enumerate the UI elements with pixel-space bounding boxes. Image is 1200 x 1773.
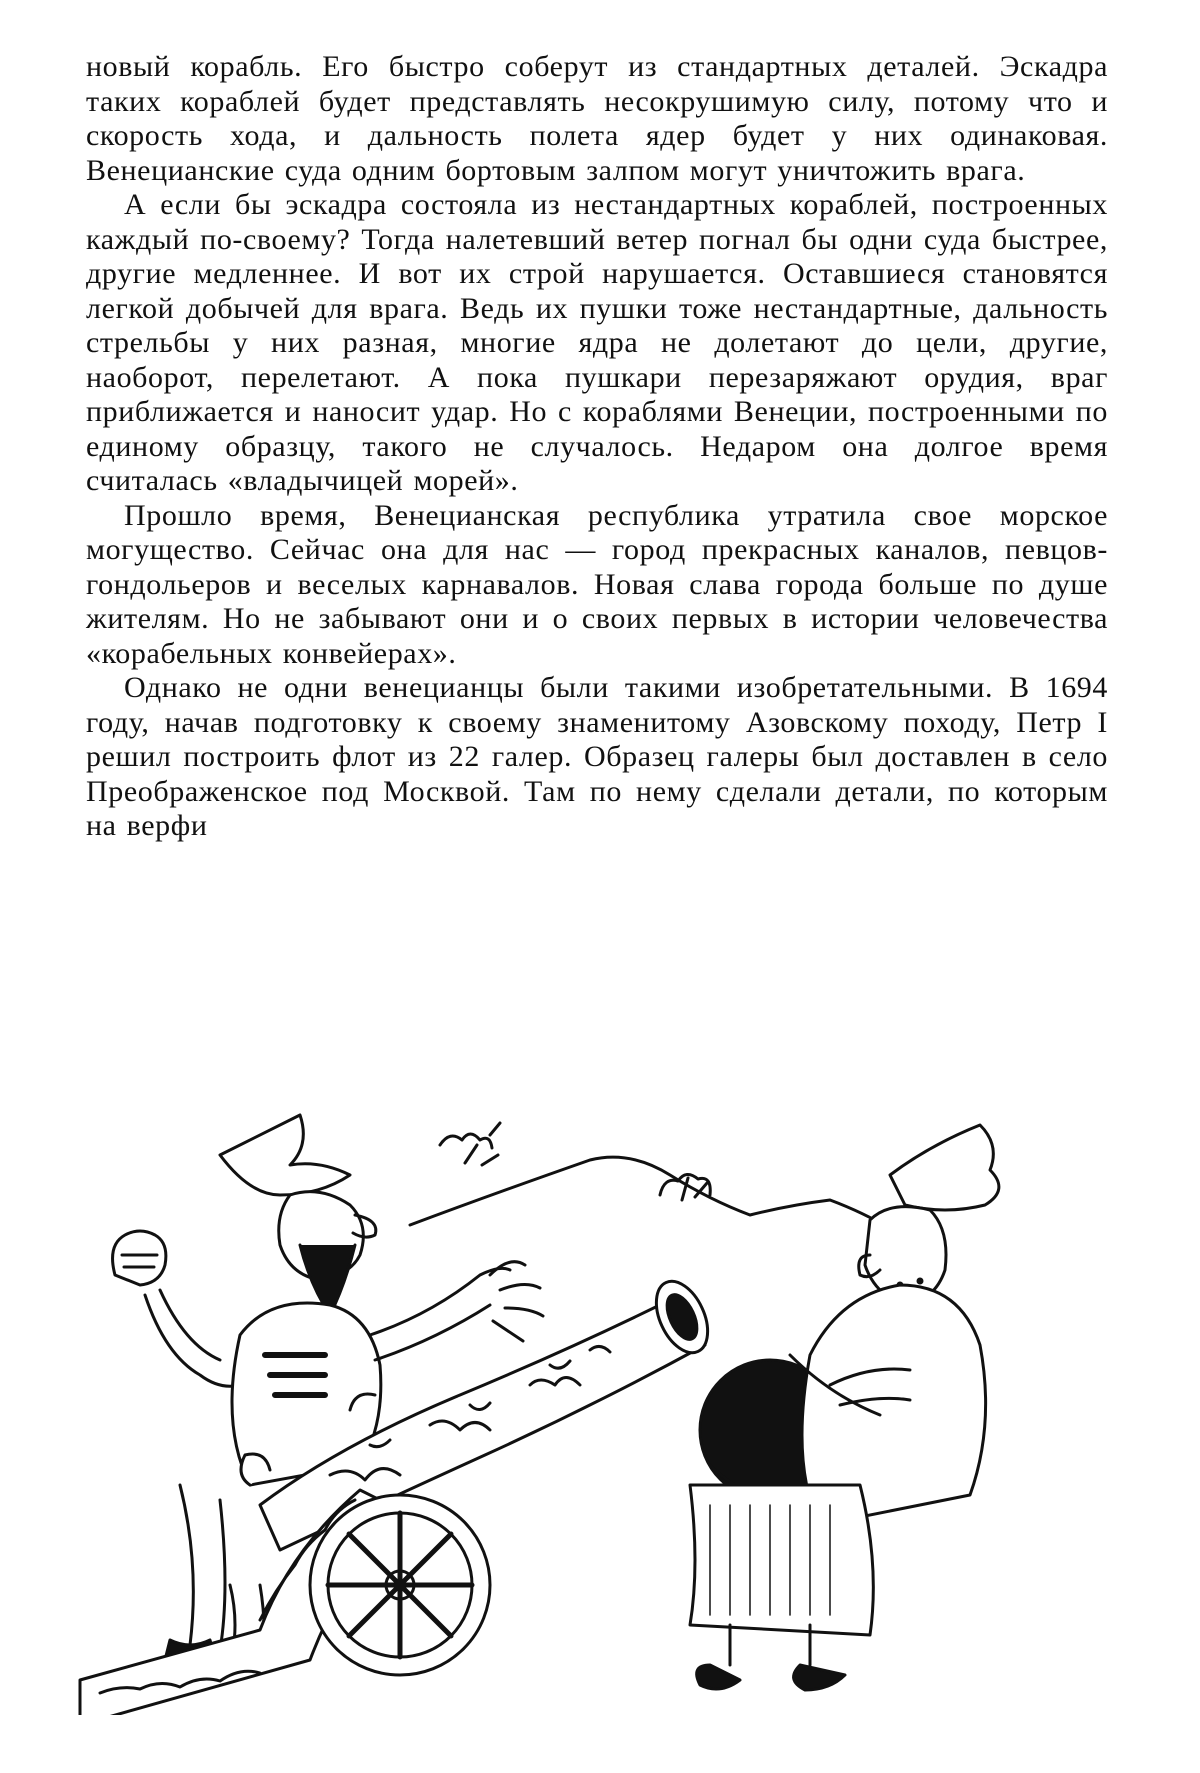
paragraph-3: Прошло время, Венецианская республика утратила свое морское могущество. Сейчас она для нас — город прекрасных каналов, певцов-гондольеров и веселых карнавалов. Новая слава города больше по душе жителям. Но не забывают они и о своих первых в истории человечества «корабельных конвейерах». — [86, 498, 1108, 670]
smoke-puff-right — [660, 1174, 710, 1200]
paragraph-2: А если бы эскадра состояла из нестандартных кораблей, построенных каждый по-своему? Тогда налетевший ветер погнал бы одни суда быстрее, другие медленнее. И вот их строй нарушается. Оставшиеся становятся легкой добычей для врага. Ведь их пушки тоже нестандартные, дальность стрельбы у них разная, многие ядра не долетают до цели, другие, наоборот, перелетают. А пока пушкари перезаряжают орудия, враг приближается и наносит удар. Но с кораблями Венеции, построенными по единому образцу, такого не случалось. Недаром она долгое время считалась «владычицей морей». — [86, 188, 1108, 497]
paragraph-4: Однако не одни венецианцы были такими изобретательными. В 1694 году, начав подготовку к своему знаменитому Азовскому походу, Петр I решил построить флот из 22 галер. Образец галеры был доставлен в село Преображенское под Москвой. Там по нему сделали детали, по которым на верфи — [86, 671, 1108, 842]
hills-drawing — [410, 1157, 900, 1235]
body-text — [86, 50, 1108, 844]
paragraph-1: новый корабль. Его быстро соберут из стандартных деталей. Эскадра таких кораблей будет представлять несокрушимую силу, потому что и скорость хода, и дальность полета ядер будет у них одинаковая. Венецианские суда одним бортовым залпом могут уничтожить врага. — [86, 50, 1108, 187]
cannon-illustration — [70, 1105, 1140, 1715]
smoke-puff-left — [440, 1123, 500, 1165]
cannon-wheel — [310, 1495, 490, 1675]
